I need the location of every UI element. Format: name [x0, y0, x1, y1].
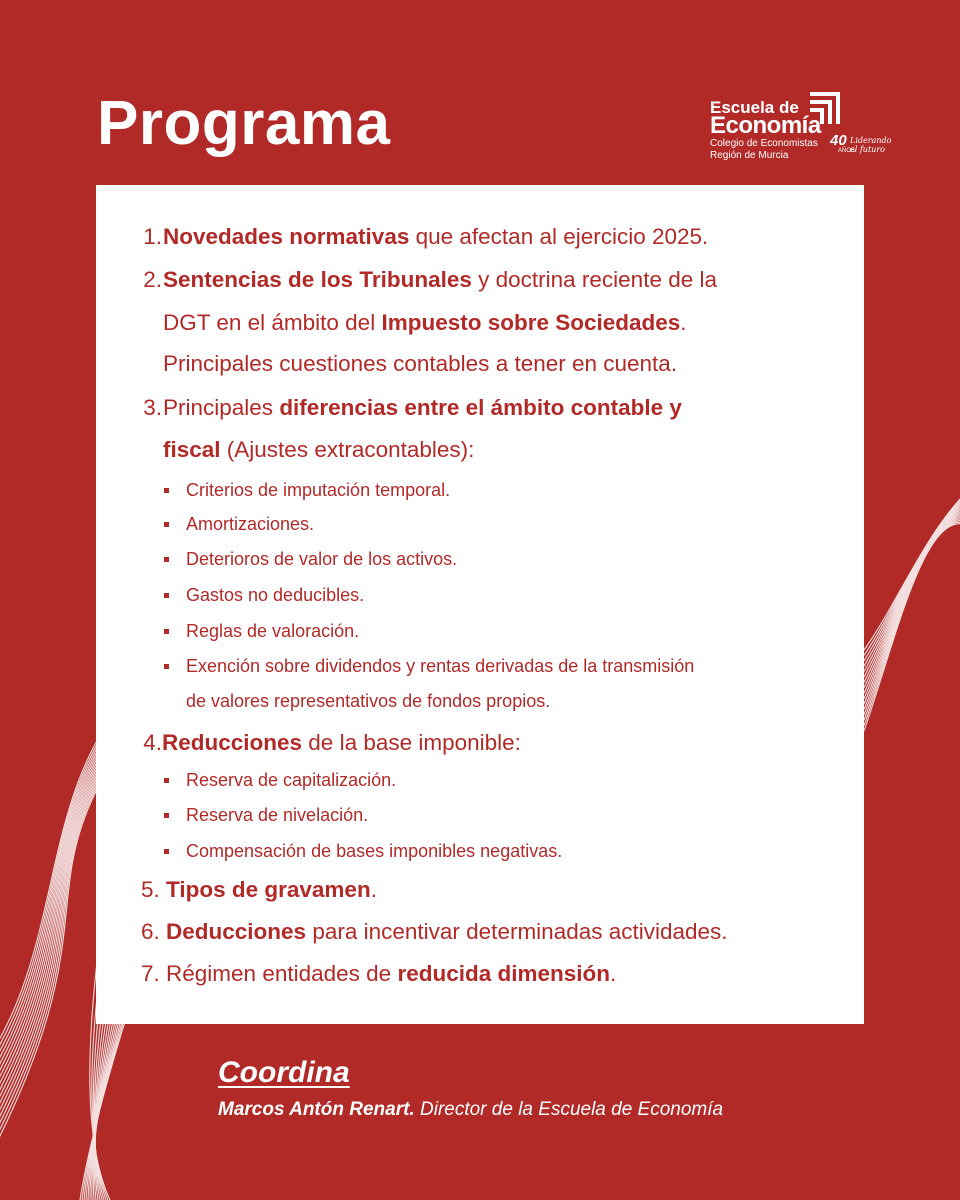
page-title: Programa	[97, 89, 391, 158]
program-card: 1. Novedades normativas que afectan al ejercicio 2025. 2. Sentencias de los Tribunales y doctrina reciente de la DGT en el ámbito del Impuesto sobre Sociedades. Principales cuestiones contables a tener en cuenta. 3. Principales diferencias entre el ámbito contable y fiscal (Ajustes extracontables): Criterios de imputación temporal. Amortizaciones. Deterioros de valor de los activos. Gastos no deducibles. Reglas de valoración. Exención sobre dividendos y rentas derivadas de la transmisión de valores representativos de fondos propios. 4. Reducciones de la base imponible: Reserva de capitalización. Reserva de nivelación. Compensación de bases imponibles negativas. 5. Tipos de gravamen. 6. Deducciones para incentivar determinadas actividades. 7. Régimen entidades de reducida dimensión.	[96, 185, 864, 1024]
logo-line-4: Región de Murcia	[710, 150, 789, 161]
logo-line-2: Economía	[710, 112, 821, 139]
coordinator-line	[218, 1099, 723, 1121]
logo-tagline: Liderando el futuro	[850, 136, 892, 154]
bullet-square-icon	[164, 813, 169, 818]
bullet-square-icon	[164, 849, 169, 854]
wave-line	[864, 480, 960, 650]
coordina-heading: Coordina	[218, 1056, 350, 1089]
wave-line	[864, 520, 960, 720]
bullet-square-icon	[164, 778, 169, 783]
escuela-economia-logo	[708, 90, 898, 170]
coordinator-role: Director de la Escuela de Economía	[414, 1099, 724, 1120]
wave-line	[864, 508, 960, 693]
logo-anniversary: 40	[830, 132, 847, 149]
bullet-square-icon	[164, 488, 169, 493]
logo-chevron-icon	[808, 88, 844, 128]
bullet-square-icon	[164, 629, 169, 634]
coordinator-name: Marcos Antón Renart.	[218, 1099, 415, 1120]
wave-line	[864, 522, 960, 726]
bullet-square-icon	[164, 664, 169, 669]
bullet-square-icon	[164, 593, 169, 598]
logo-line-1: Escuela de	[710, 98, 799, 117]
logo-anniversary-unit: AÑOS	[838, 148, 856, 154]
logo-line-3: Colegio de Economistas	[710, 138, 818, 149]
bullet-square-icon	[164, 522, 169, 527]
bullet-square-icon	[164, 557, 169, 562]
